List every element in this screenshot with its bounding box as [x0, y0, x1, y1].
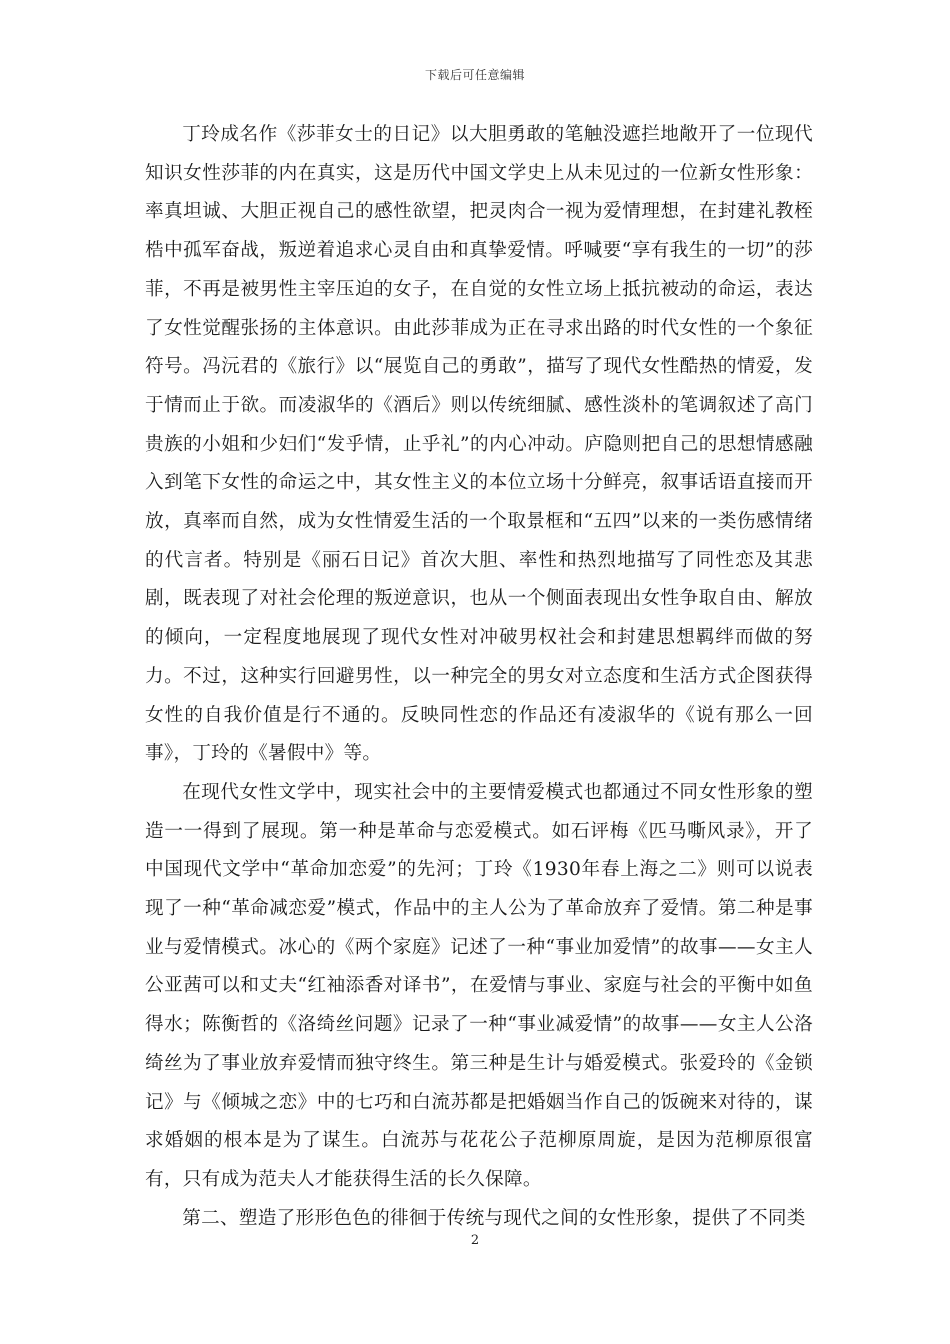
document-body	[145, 116, 813, 1238]
page-number: 2	[470, 1233, 480, 1248]
paragraph: 在现代女性文学中，现实社会中的主要情爱模式也都通过不同女性形象的塑造一一得到了展现。第一种是革命与恋爱模式。如石评梅《匹马嘶风录》，开了中国现代文学中“革命加恋爱”的先河；丁玲《1930年春上海之二》则可以说表现了一种“革命减恋爱”模式，作品中的主人公为了革命放弃了爱情。第二种是事业与爱情模式。冰心的《两个家庭》记述了一种“事业加爱情”的故事——女主人公亚茜可以和丈夫“红袖添香对译书”，在爱情与事业、家庭与社会的平衡中如鱼得水；陈衡哲的《洛绮丝问题》记录了一种“事业减爱情”的故事——女主人公洛绮丝为了事业放弃爱情而独守终生。第三种是生计与婚爱模式。张爱玲的《金锁记》与《倾城之恋》中的七巧和白流苏都是把婚姻当作自己的饭碗来对待的，谋求婚姻的根本是为了谋生。白流苏与花花公子范柳原周旋，是因为范柳原很富有，只有成为范夫人才能获得生活的长久保障。	[145, 781, 813, 1190]
paragraph: 第二、塑造了形形色色的徘徊于传统与现代之间的女性形象，提供了不同类	[182, 1207, 806, 1229]
paragraph: 丁玲成名作《莎菲女士的日记》以大胆勇敢的笔触没遮拦地敞开了一位现代知识女性莎菲的内在真实，这是历代中国文学史上从未见过的一位新女性形象：率真坦诚、大胆正视自己的感性欲望，把灵肉合一视为爱情理想，在封建礼教桎梏中孤军奋战，叛逆着追求心灵自由和真挚爱情。呼喊要“享有我生的一切”的莎菲，不再是被男性主宰压迫的女子，在自觉的女性立场上抵抗被动的命运，表达了女性觉醒张扬的主体意识。由此莎菲成为正在寻求出路的时代女性的一个象征符号。冯沅君的《旅行》以“展览自己的勇敢”，描写了现代女性酷热的情爱，发于情而止于欲。而凌淑华的《酒后》则以传统细腻、感性淡朴的笔调叙述了高门贵族的小姐和少妇们“发乎情，止乎礼”的内心冲动。庐隐则把自己的思想情感融入到笔下女性的命运之中，其女性主义的本位立场十分鲜亮，叙事话语直接而开放，真率而自然，成为女性情爱生活的一个取景框和“五四”以来的一类伤感情绪的代言者。特别是《丽石日记》首次大胆、率性和热烈地描写了同性恋及其悲剧，既表现了对社会伦理的叛逆意识，也从一个侧面表现出女性争取自由、解放的倾向，一定程度地展现了现代女性对冲破男权社会和封建思想羁绊而做的努力。不过，这种实行回避男性，以一种完全的男女对立态度和生活方式企图获得女性的自我价值是行不通的。反映同性恋的作品还有凌淑华的《说有那么一回事》，丁玲的《暑假中》等。	[145, 124, 813, 765]
page-header: 下载后可任意编辑	[424, 68, 525, 82]
